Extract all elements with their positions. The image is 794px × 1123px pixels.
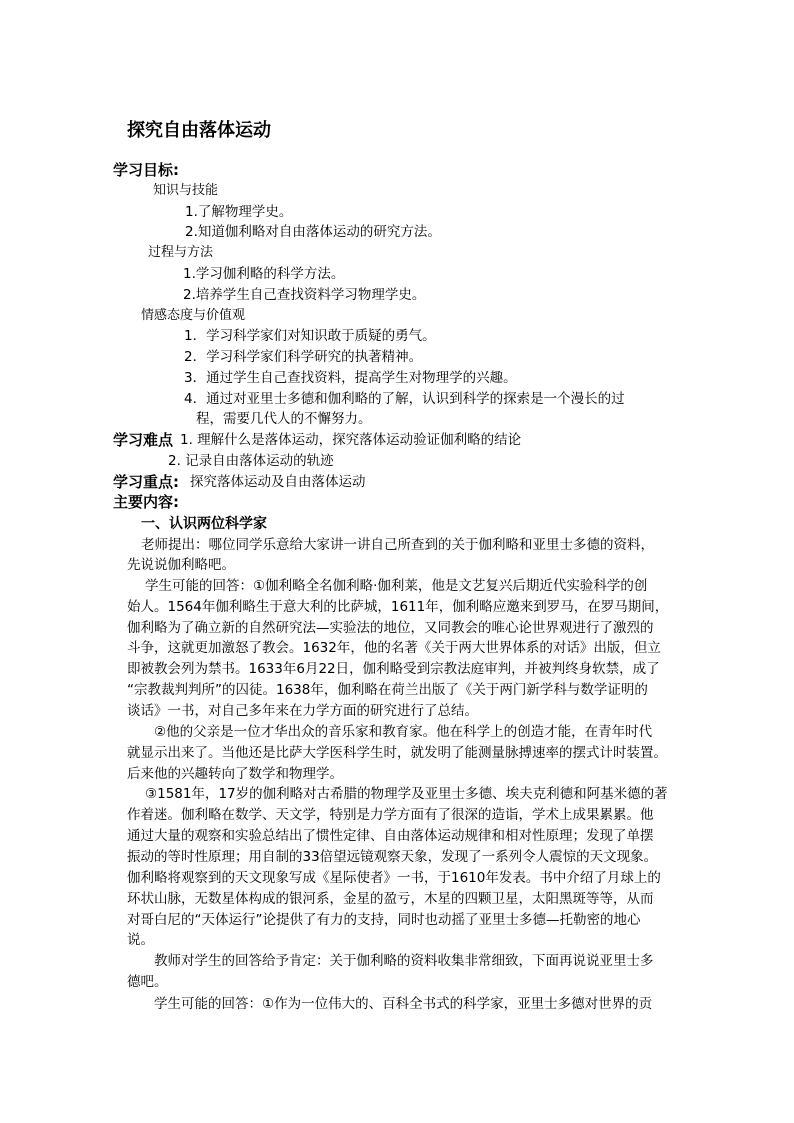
paragraph-line: 后来他的兴趣转向了数学和物理学。 (127, 766, 343, 782)
goal-item: 1.了解物理学史。 (185, 204, 293, 220)
paragraph-line: 伽利略将观察到的天文现象写成《星际使者》一书，于1610年发表。书中介绍了月球上的 (127, 870, 661, 886)
goal-item-continued: 程，需要几代人的不懈努力。 (196, 411, 372, 427)
section-heading: 一、认识两位科学家 (141, 516, 267, 532)
paragraph-line: 环状山脉，无数星体构成的银河系，金星的盈亏，木星的四颗卫星，太阳黑斑等等，从而 (127, 891, 654, 907)
paragraph-line: 通过大量的观察和实验总结出了惯性定律、自由落体运动规律和相对性原理；发现了单摆 (127, 828, 654, 844)
paragraph-line: 谈话》一书，对自己多年来在力学方面的研究进行了总结。 (127, 703, 478, 719)
goal-item: 4．通过对亚里士多德和伽利略的了解，认识到科学的探索是一个漫长的过 (184, 391, 625, 407)
goal-item: 1．学习科学家们对知识敢于质疑的勇气。 (184, 328, 436, 344)
difficulty-item: 2. 记录自由落体运动的轨迹 (168, 453, 334, 469)
main-heading: 主要内容: (113, 493, 179, 511)
difficulty-heading: 学习难点 (113, 431, 174, 449)
goal-item: 2.知道伽利略对自由落体运动的研究方法。 (185, 224, 441, 240)
paragraph-line: ②他的父亲是一位才华出众的音乐家和教育家。他在科学上的创造才能，在青年时代 (154, 724, 653, 740)
focus-text: 探究落体运动及自由落体运动 (190, 474, 366, 490)
paragraph-line: 就显示出来了。当他还是比萨大学医科学生时，就发明了能测量脉搏速率的摆式计时装置。 (127, 745, 667, 761)
paragraph-line: 对哥白尼的“天体运行”论提供了有力的支持，同时也动摇了亚里士多德—托勒密的地心 (127, 912, 641, 928)
goal-item: 3．通过学生自己查找资料，提高学生对物理学的兴趣。 (184, 370, 517, 386)
goal-item: 1.学习伽利略的科学方法。 (183, 266, 345, 282)
difficulty-item: 1. 理解什么是落体运动，探究落体运动验证伽利略的结论 (180, 432, 522, 448)
paragraph-line: 教师对学生的回答给予肯定：关于伽利略的资料收集非常细致，下面再说说亚里士多 (154, 953, 654, 969)
paragraph-line: 作着迷。伽利略在数学、天文学，特别是力学方面有了很深的造诣，学术上成果累累。他 (127, 807, 654, 823)
paragraph-line: 振动的等时性原理；用自制的33倍望远镜观察天象，发现了一系列令人震惊的天文现象。 (127, 849, 658, 865)
paragraph-line: 老师提出：哪位同学乐意给大家讲一讲自己所查到的关于伽利略和亚里士多德的资料， (141, 537, 654, 553)
attitude-label: 情感态度与价值观 (141, 308, 246, 323)
paragraph-line: 学生可能的回答：①作为一位伟大的、百科全书式的科学家，亚里士多德对世界的贡 (154, 996, 653, 1012)
paragraph-line: “宗教裁判判所”的囚徒。1638年，伽利略在荷兰出版了《关于两门新学科与数学证明的 (127, 682, 648, 698)
process-label: 过程与方法 (148, 245, 214, 260)
paragraph-line: 说。 (127, 932, 154, 948)
goal-item: 2．学习科学家们科学研究的执著精神。 (184, 349, 423, 365)
paragraph-line: 德吧。 (127, 974, 168, 990)
goals-heading: 学习目标: (113, 161, 179, 179)
document-title: 探究自由落体运动 (127, 120, 271, 141)
paragraph-line: ③1581年，17岁的伽利略对古希腊的物理学及亚里士多德、埃夫克利德和阿基米德的著 (145, 786, 668, 802)
focus-heading: 学习重点: (113, 473, 179, 491)
paragraph-line: 伽利略为了确立新的自然研究法—实验法的地位，又同教会的唯心论世界观进行了激烈的 (127, 620, 654, 636)
paragraph-line: 学生可能的回答：①伽利略全名伽利略·伽利莱，他是文艺复兴后期近代实验科学的创 (145, 578, 648, 594)
goal-item: 2.培养学生自己查找资料学习物理学史。 (183, 287, 426, 303)
paragraph-line: 先说说伽利略吧。 (127, 557, 235, 573)
paragraph-line: 即被教会列为禁书。1633年6月22日，伽利略受到宗教法庭审判，并被判终身软禁，成了 (127, 661, 660, 677)
paragraph-line: 始人。1564年伽利略生于意大利的比萨城，1611年，伽利略应邀来到罗马，在罗马期间， (127, 599, 669, 615)
paragraph-line: 斗争，这就更加激怒了教会。1632年，他的名著《关于两大世界体系的对话》出版，但立 (127, 640, 661, 656)
knowledge-label: 知识与技能 (153, 183, 219, 198)
